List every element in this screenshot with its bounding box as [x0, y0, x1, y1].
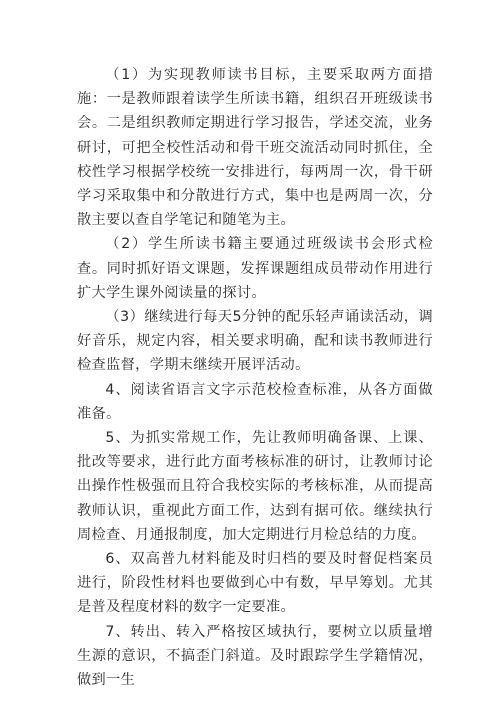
paragraph-3: （3）继续进行每天5分钟的配乐轻声诵读活动，调好音乐，规定内容，相关要求明确，配和读书教师进行检查监督，学期末继续开展评活动。	[77, 309, 433, 374]
document-body	[77, 63, 433, 692]
paragraph-1: （1）为实现教师读书目标，主要采取两方面措施：一是教师跟着读学生所读书籍，组织召开班级读书会。二是组织教师定期进行学习报告，学述交流，业务研讨，可把全校性活动和骨干班交流活动同时抓住，全校性学习根据学校统一安排进行，每两周一次，骨干研学习采取集中和分散进行方式，集中也是两周一次，分散主要以查自学笔记和随笔为主。	[77, 67, 433, 229]
paragraph-7: 7、转出、转入严格按区域执行，要树立以质量增生源的意识，不搞歪门斜道。及时跟踪学生学籍情况，做到一生	[77, 623, 433, 689]
paragraph-5: 5、为抓实常规工作，先让教师明确备课、上课、批改等要求，进行此方面考核标准的研讨，让教师讨论出操作性极强而且符合我校实际的考核标准，从而提高教师认识，重视此方面工作，达到有据可依。继续执行周检查、月通报制度，加大定期进行月检总结的力度。	[77, 430, 433, 543]
paragraph-2: （2）学生所读书籍主要通过班级读书会形式检查。同时抓好语文课题，发挥课题组成员带动作用进行扩大学生课外阅读量的探讨。	[77, 236, 433, 301]
paragraph-4: 4、阅读省语言文字示范校检查标准，从各方面做准备。	[77, 381, 433, 422]
paragraph-6: 6、双高普九材料能及时归档的要及时督促档案员进行，阶段性材料也要做到心中有数，早早筹划。尤其是普及程度材料的数字一定要准。	[77, 551, 433, 616]
